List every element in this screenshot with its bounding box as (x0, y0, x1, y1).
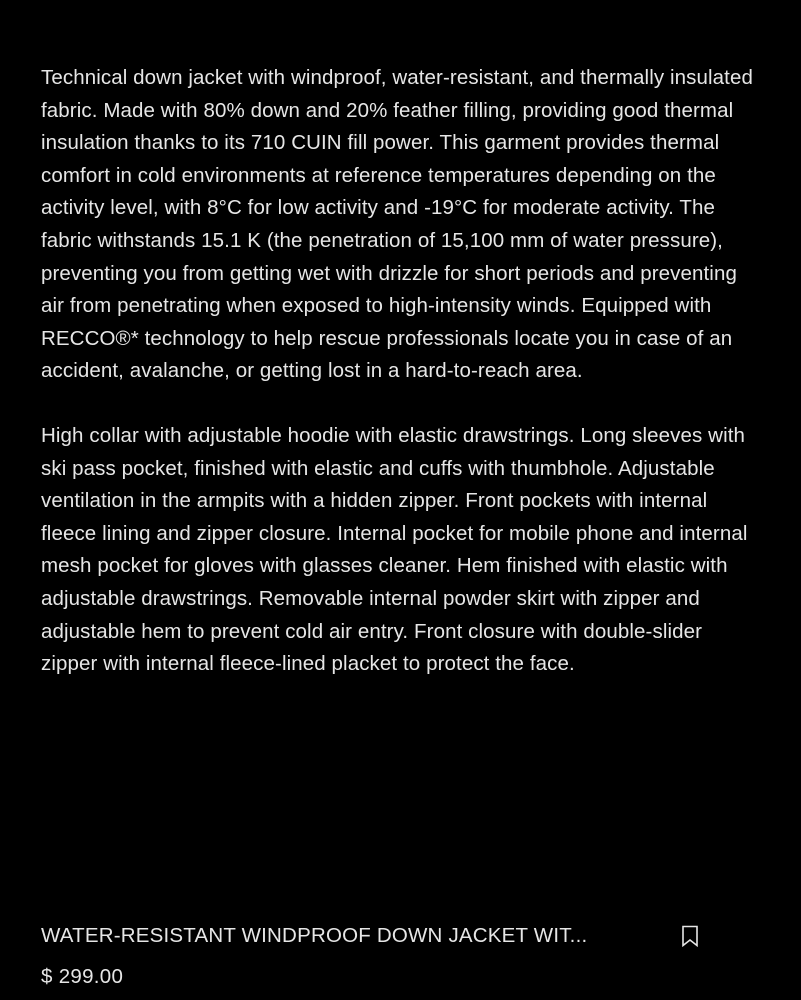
product-description (41, 62, 761, 681)
product-title-row (41, 918, 701, 954)
product-info-bar (41, 918, 701, 989)
description-paragraph-2: High collar with adjustable hoodie with elastic drawstrings. Long sleeves with ski pass pocket, finished with elastic and cuffs with thumbhole. Adjustable ventilation in the armpits with a hidden zipper. Front pockets with internal fleece lining and zipper closure. Internal pocket for mobile phone and internal mesh pocket for gloves with glasses cleaner. Hem finished with elastic with adjustable drawstrings. Removable internal powder skirt with zipper and adjustable hem to prevent cold air entry. Front closure with double-slider zipper with internal fleece-lined placket to protect the face. (41, 423, 748, 676)
description-paragraph-1: Technical down jacket with windproof, water-resistant, and thermally insulated fabric. Made with 80% down and 20% feather filling, providing good thermal insulation thanks to its 710 CUIN fill power. This garment provides thermal comfort in cold environments at reference temperatures depending on the activity level, with 8°C for low activity and -19°C for moderate activity. The fabric withstands 15.1 K (the penetration of 15,100 mm of water pressure), preventing you from getting wet with drizzle for short periods and preventing air from penetrating when exposed to high-intensity winds. Equipped with RECCO®* technology to help rescue professionals locate you in case of an accident, avalanche, or getting lost in a hard-to-reach area. (41, 66, 753, 383)
bookmark-icon[interactable] (679, 924, 701, 948)
product-price: $ 299.00 (41, 965, 124, 988)
product-title[interactable]: WATER-RESISTANT WINDPROOF DOWN JACKET WIT... (41, 924, 588, 947)
